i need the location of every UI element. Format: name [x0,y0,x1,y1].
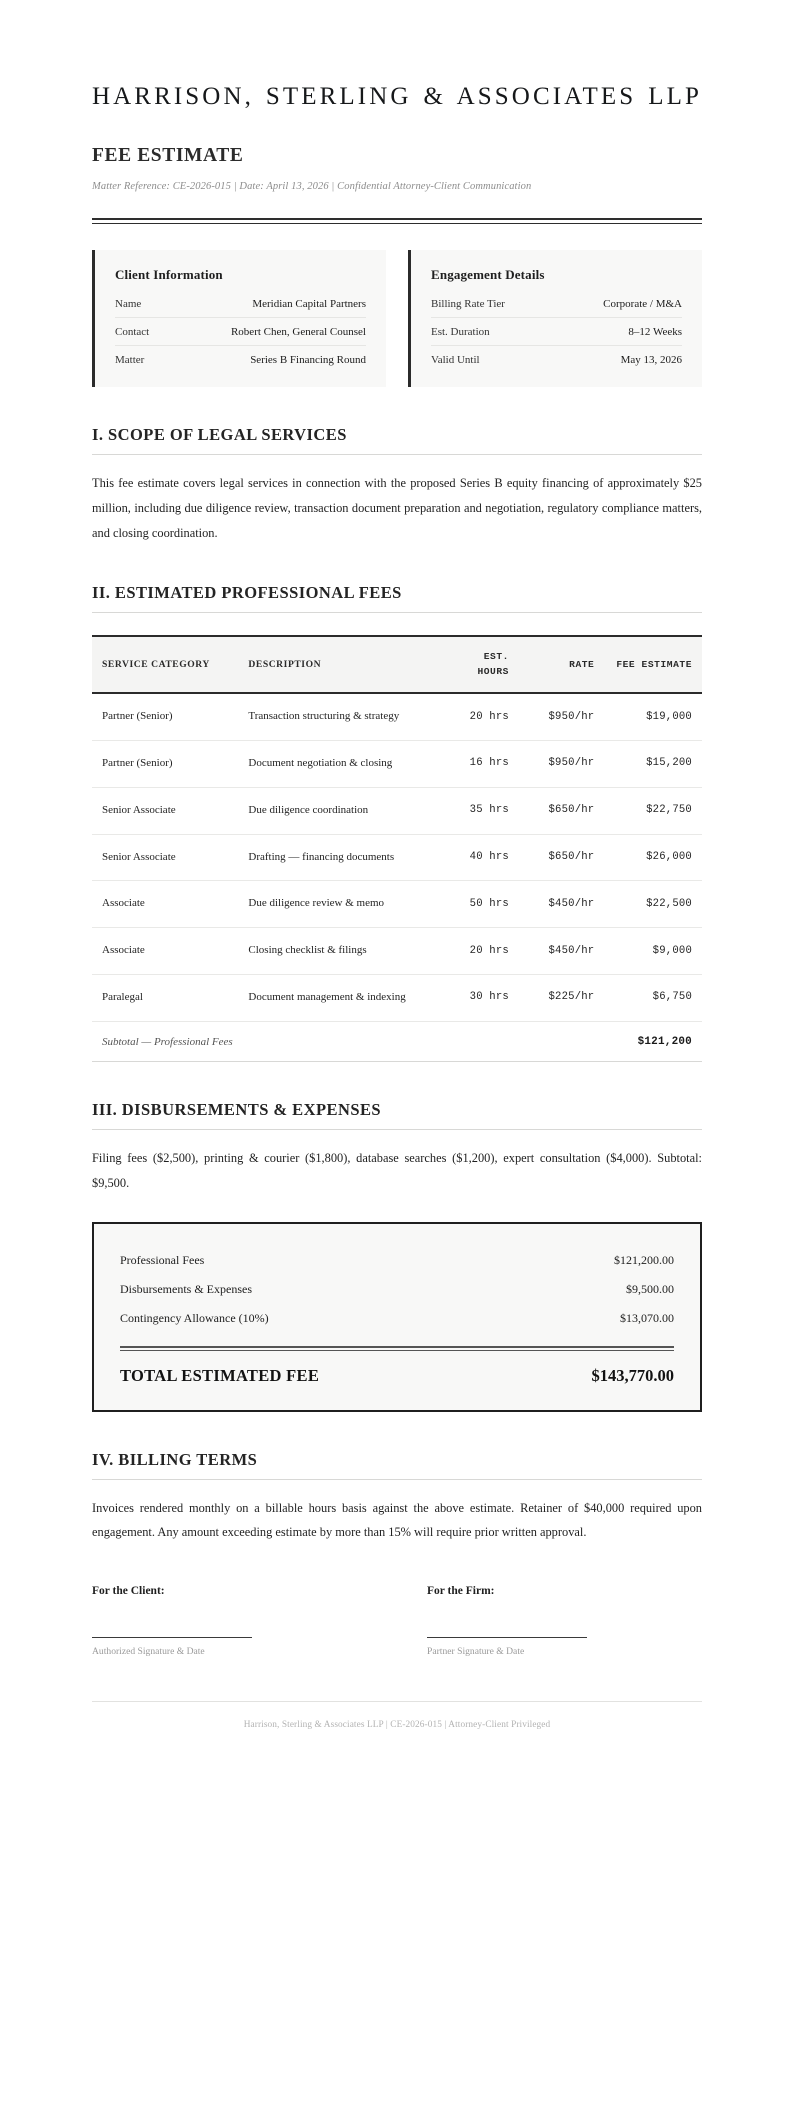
info-cards [92,250,702,387]
grand-total-row [120,1359,674,1386]
column-header-service-category: SERVICE CATEGORY [92,636,238,693]
table-row [92,834,702,881]
cell-fee: $15,200 [604,741,702,788]
cell-hours: 30 hrs [440,975,519,1022]
info-row [431,296,682,317]
totals-summary-box [92,1222,702,1412]
client-information-title: Client Information [115,267,223,282]
info-label: Matter [115,354,145,366]
table-row [92,881,702,928]
cell-description: Due diligence review & memo [238,881,439,928]
client-signature-caption: Authorized Signature & Date [92,1646,205,1658]
total-line-item [120,1275,674,1304]
section-body-scope: This fee estimate covers legal services in connection with the proposed Series B equity financing of approximately $25 million, including due diligence review, transaction document preparation and negotiation, regulatory compliance matters, and closing coordination. [92,476,702,540]
cell-hours: 16 hrs [440,741,519,788]
client-signature-title: For the Client: [92,1585,165,1598]
document-title: FEE ESTIMATE [92,145,244,166]
cell-description: Due diligence coordination [238,787,439,834]
subtotal-label: Subtotal — Professional Fees [102,1035,233,1048]
cell-hours: 40 hrs [440,834,519,881]
info-value: Series B Financing Round [250,354,366,366]
info-value: May 13, 2026 [620,354,682,366]
info-row [431,317,682,345]
firm-signature-column [427,1585,702,1657]
document-meta-line: Matter Reference: CE-2026-015 | Date: April 13, 2026 | Confidential Attorney-Client Communication [92,181,532,192]
total-label: Professional Fees [120,1252,205,1267]
cell-hours: 35 hrs [440,787,519,834]
grand-total-value: $143,770.00 [591,1365,674,1385]
client-information-card [92,250,386,387]
totals-divider [120,1346,674,1351]
cell-rate: $650/hr [519,834,604,881]
cell-description: Document management & indexing [238,975,439,1022]
total-value: $121,200.00 [614,1252,674,1267]
section-title-billing-terms: IV. BILLING TERMS [92,1450,702,1480]
engagement-details-card [408,250,702,387]
cell-category: Associate [92,928,238,975]
cell-fee: $9,000 [604,928,702,975]
subtotal-value: $121,200 [637,1035,692,1048]
cell-rate: $950/hr [519,693,604,740]
info-value: Meridian Capital Partners [252,298,366,310]
column-header-rate: RATE [519,636,604,693]
cell-hours: 20 hrs [440,693,519,740]
cell-category: Partner (Senior) [92,693,238,740]
table-row [92,975,702,1022]
cell-fee: $22,500 [604,881,702,928]
table-row [92,787,702,834]
info-label: Billing Rate Tier [431,298,505,310]
column-header-fee-estimate: FEE ESTIMATE [604,636,702,693]
header-divider [92,218,702,224]
section-title-disbursements: III. DISBURSEMENTS & EXPENSES [92,1100,702,1130]
fee-table-header-row [92,636,702,693]
cell-description: Transaction structuring & strategy [238,693,439,740]
section-body-disbursements: Filing fees ($2,500), printing & courier ($1,800), database searches ($1,200), expert consultation ($4,000). Subtotal: $9,500. [92,1150,702,1190]
cell-rate: $950/hr [519,741,604,788]
cell-fee: $22,750 [604,787,702,834]
professional-fees-table [92,635,702,1061]
firm-signature-title: For the Firm: [427,1585,495,1598]
cell-hours: 20 hrs [440,928,519,975]
cell-description: Document negotiation & closing [238,741,439,788]
cell-category: Senior Associate [92,834,238,881]
cell-category: Senior Associate [92,787,238,834]
cell-category: Associate [92,881,238,928]
info-row [115,345,366,373]
document-footer: Harrison, Sterling & Associates LLP | CE-2026-015 | Attorney-Client Privileged [92,1701,702,1730]
fee-table-body [92,693,702,1021]
info-value: Robert Chen, General Counsel [230,326,366,338]
firm-signature-line[interactable] [427,1637,587,1638]
cell-category: Paralegal [92,975,238,1022]
cell-category: Partner (Senior) [92,741,238,788]
cell-rate: $450/hr [519,881,604,928]
total-label: Contingency Allowance (10%) [120,1310,269,1325]
info-row [115,317,366,345]
total-value: $13,070.00 [620,1310,674,1325]
signature-block [92,1585,702,1657]
cell-rate: $225/hr [519,975,604,1022]
info-value: 8–12 Weeks [628,326,682,338]
info-label: Contact [115,326,150,338]
total-line-item [120,1304,674,1333]
total-value: $9,500.00 [626,1281,674,1296]
total-line-item [120,1246,674,1275]
cell-rate: $450/hr [519,928,604,975]
info-row [115,296,366,317]
client-signature-line[interactable] [92,1637,252,1638]
column-header-description: DESCRIPTION [238,636,439,693]
column-header-est-hours: EST. HOURS [440,636,519,693]
firm-signature-caption: Partner Signature & Date [427,1646,525,1658]
cell-description: Closing checklist & filings [238,928,439,975]
cell-hours: 50 hrs [440,881,519,928]
info-value: Corporate / M&A [603,298,682,310]
info-label: Name [115,298,142,310]
section-title-scope: I. SCOPE OF LEGAL SERVICES [92,425,702,455]
table-row [92,928,702,975]
subtotal-row [92,1021,702,1061]
cell-description: Drafting — financing documents [238,834,439,881]
table-row [92,741,702,788]
cell-rate: $650/hr [519,787,604,834]
firm-name: HARRISON, STERLING & ASSOCIATES LLP [92,83,702,110]
cell-fee: $6,750 [604,975,702,1022]
fee-table-footer [92,1021,702,1061]
cell-fee: $26,000 [604,834,702,881]
client-signature-column [92,1585,367,1657]
section-title-fees: II. ESTIMATED PROFESSIONAL FEES [92,583,702,613]
grand-total-label: TOTAL ESTIMATED FEE [120,1365,320,1385]
engagement-details-title: Engagement Details [431,267,545,282]
table-row [92,693,702,740]
info-row [431,345,682,373]
cell-fee: $19,000 [604,693,702,740]
section-body-billing-terms: Invoices rendered monthly on a billable hours basis against the above estimate. Retainer of $40,000 required upon engagement. Any amount exceeding estimate by more than 15% will require prior written approval. [92,1500,702,1540]
info-label: Valid Until [431,354,480,366]
fee-table-header [92,636,702,693]
total-label: Disbursements & Expenses [120,1281,252,1296]
info-label: Est. Duration [431,326,490,338]
